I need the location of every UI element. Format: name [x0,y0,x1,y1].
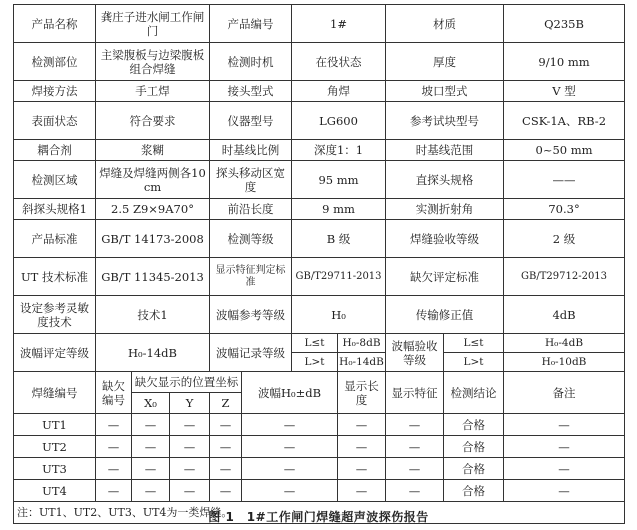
value-thickness: 9/10 mm [504,43,625,81]
value-material: Q235B [504,5,625,43]
table-row [14,296,625,334]
value-groove-type: V 型 [504,81,625,102]
label-inspection-area: 检测区域 [14,161,96,199]
cell-z: — [210,480,242,502]
label-weld-acceptance: 焊缝验收等级 [386,220,504,258]
label-angle-probe-spec: 斜探头规格1 [14,199,96,220]
table-row [14,334,625,372]
table-row [14,480,625,502]
table-row [14,199,625,220]
value-reference-block: CSK-1A、RB-2 [504,102,625,140]
cell-amplitude: — [242,414,338,436]
value-joint-type: 角焊 [292,81,386,102]
value-defect-standard: GB/T29712-2013 [504,258,625,296]
value-inspection-level: B 级 [292,220,386,258]
value-probe-move-width: 95 mm [292,161,386,199]
cell-defect: — [96,414,132,436]
value-transfer-correction: 4dB [504,296,625,334]
header-x: X₀ [132,393,170,414]
header-y: Y [170,393,210,414]
label-product-name: 产品名称 [14,5,96,43]
cell-amplitude: — [242,458,338,480]
table-row [14,258,625,296]
acceptance-condition-short: L≤t [444,334,503,353]
cell-feature: — [386,480,444,502]
cell-feature: — [386,458,444,480]
header-coord-title: 缺欠显示的位置坐标 [132,372,242,393]
label-product-no: 产品编号 [210,5,292,43]
value-timebase-range: 0~50 mm [504,140,625,161]
value-welding-method: 手工焊 [96,81,210,102]
header-result: 检测结论 [444,372,504,414]
figure-caption: 图 1 1#工作闸门焊缝超声波探伤报告 [208,510,429,524]
record-value [338,334,386,372]
header-z: Z [210,393,242,414]
value-timebase-ratio: 深度1：1 [292,140,386,161]
label-amplitude-record: 波幅记录等级 [210,334,292,372]
label-couplant: 耦合剂 [14,140,96,161]
label-material: 材质 [386,5,504,43]
value-inspection-part: 主梁腹板与边梁腹板组合焊缝 [96,43,210,81]
cell-z: — [210,458,242,480]
cell-remark: — [504,458,625,480]
table-row [14,161,625,199]
report-note: 注：UT1、UT2、UT3、UT4为一类焊缝。 [14,502,625,524]
value-amplitude-evaluation: H₀-14dB [96,334,210,372]
cell-result: 合格 [444,436,504,458]
label-product-standard: 产品标准 [14,220,96,258]
label-inspection-level: 检测等级 [210,220,292,258]
cell-remark: — [504,414,625,436]
table-row [14,102,625,140]
label-thickness: 厚度 [386,43,504,81]
value-instrument-model: LG600 [292,102,386,140]
cell-defect: — [96,436,132,458]
cell-weld: UT4 [14,480,96,502]
header-remark: 备注 [504,372,625,414]
cell-x: — [132,458,170,480]
value-inspection-timing: 在役状态 [292,43,386,81]
results-header-row [14,372,625,393]
cell-y: — [170,414,210,436]
value-weld-acceptance: 2 级 [504,220,625,258]
label-feature-standard: 显示特征判定标准 [210,258,292,296]
label-groove-type: 坡口型式 [386,81,504,102]
cell-feature: — [386,436,444,458]
value-front-length: 9 mm [292,199,386,220]
cell-z: — [210,414,242,436]
acceptance-condition-long: L>t [463,356,484,368]
table-row [14,43,625,81]
table-row [14,458,625,480]
value-sensitivity-technique: 技术1 [96,296,210,334]
cell-amplitude: — [242,436,338,458]
label-ut-standard: UT 技术标准 [14,258,96,296]
label-welding-method: 焊接方法 [14,81,96,102]
acceptance-condition [444,334,504,372]
label-sensitivity-technique: 设定参考灵敏度技术 [14,296,96,334]
label-surface-state: 表面状态 [14,102,96,140]
acceptance-value [504,334,625,372]
value-amplitude-reference: H₀ [292,296,386,334]
label-amplitude-acceptance: 波幅验收等级 [386,334,444,372]
label-transfer-correction: 传输修正值 [386,296,504,334]
cell-length: — [338,458,386,480]
record-value-long: H₀-14dB [339,356,384,368]
label-timebase-range: 时基线范围 [386,140,504,161]
label-reference-block: 参考试块型号 [386,102,504,140]
cell-x: — [132,480,170,502]
label-amplitude-evaluation: 波幅评定等级 [14,334,96,372]
cell-remark: — [504,480,625,502]
record-condition [292,334,338,372]
value-refraction-angle: 70.3° [504,199,625,220]
label-probe-move-width: 探头移动区宽度 [210,161,292,199]
cell-y: — [170,480,210,502]
label-straight-probe-spec: 直探头规格 [386,161,504,199]
header-weld-no: 焊缝编号 [14,372,96,414]
label-defect-standard: 缺欠评定标准 [386,258,504,296]
record-condition-long: L>t [304,356,325,368]
cell-result: 合格 [444,458,504,480]
cell-z: — [210,436,242,458]
report-table [13,4,625,524]
value-angle-probe-spec: 2.5 Z9×9A70° [96,199,210,220]
table-row [14,81,625,102]
cell-length: — [338,436,386,458]
cell-amplitude: — [242,480,338,502]
cell-remark: — [504,436,625,458]
table-row [14,140,625,161]
header-feature: 显示特征 [386,372,444,414]
cell-defect: — [96,458,132,480]
value-feature-standard: GB/T29711-2013 [292,258,386,296]
value-surface-state: 符合要求 [96,102,210,140]
value-product-name: 龚庄子进水闸工作闸门 [96,5,210,43]
cell-length: — [338,414,386,436]
cell-y: — [170,458,210,480]
cell-weld: UT1 [14,414,96,436]
header-length: 显示长度 [338,372,386,414]
label-instrument-model: 仪器型号 [210,102,292,140]
record-value-short: H₀-8dB [338,334,385,353]
value-couplant: 浆糊 [96,140,210,161]
table-row [14,436,625,458]
header-defect-no: 缺欠编号 [96,372,132,414]
cell-defect: — [96,480,132,502]
table-row [14,5,625,43]
value-straight-probe-spec: —— [504,161,625,199]
record-condition-short: L≤t [292,334,337,353]
label-amplitude-reference: 波幅参考等级 [210,296,292,334]
value-ut-standard: GB/T 11345-2013 [96,258,210,296]
table-row [14,220,625,258]
cell-y: — [170,436,210,458]
cell-weld: UT2 [14,436,96,458]
header-amplitude: 波幅H₀±dB [242,372,338,414]
cell-feature: — [386,414,444,436]
table-row [14,414,625,436]
cell-result: 合格 [444,414,504,436]
cell-x: — [132,414,170,436]
value-inspection-area: 焊缝及焊缝两侧各10 cm [96,161,210,199]
value-product-no: 1# [292,5,386,43]
label-inspection-timing: 检测时机 [210,43,292,81]
value-product-standard: GB/T 14173-2008 [96,220,210,258]
cell-length: — [338,480,386,502]
cell-x: — [132,436,170,458]
acceptance-value-long: H₀-10dB [541,356,587,368]
label-inspection-part: 检测部位 [14,43,96,81]
cell-result: 合格 [444,480,504,502]
acceptance-value-short: H₀-4dB [504,334,624,353]
label-joint-type: 接头型式 [210,81,292,102]
label-timebase-ratio: 时基线比例 [210,140,292,161]
label-refraction-angle: 实测折射角 [386,199,504,220]
label-front-length: 前沿长度 [210,199,292,220]
cell-weld: UT3 [14,458,96,480]
